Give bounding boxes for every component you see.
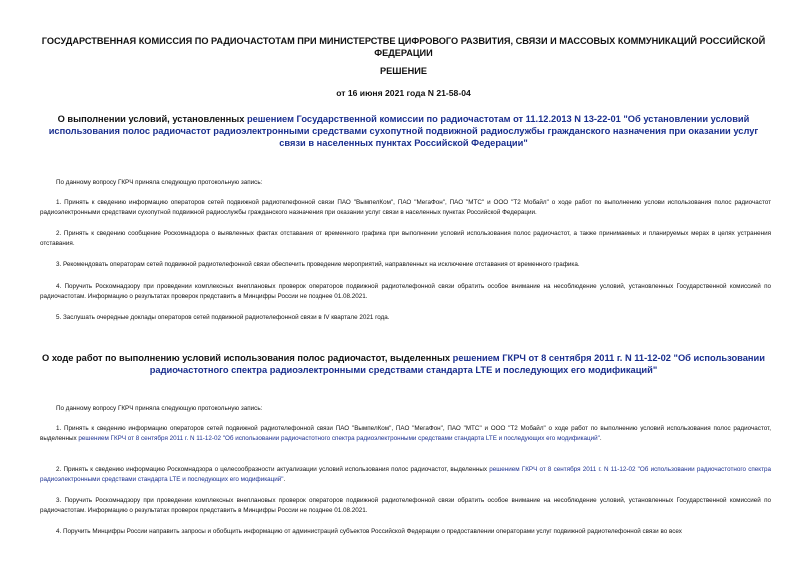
section1-intro — [40, 178, 771, 188]
section1-item-3: 3. Рекомендовать операторам сетей подвижной радиотелефонной связи обеспечить проведение мероприятий, направленных на исключение отставания от временного графика. — [56, 261, 580, 268]
section2-item-1-end: . — [599, 434, 602, 442]
section2-title — [40, 352, 767, 376]
section2-item-2-end: . — [283, 475, 286, 483]
section2-intro: По данному вопросу ГКРЧ приняла следующую протокольную запись: — [56, 405, 263, 412]
section2-item-4: 4. Поручить Минцифры России направить запросы и обобщить информацию от администраций субъектов Российской Федерации о предоставлении операторами услуг подвижной радиотелефонной связи во всех — [56, 528, 682, 535]
section2-item-1-link[interactable]: решением ГКРЧ от 8 сентября 2011 г. N 11-12-02 "Об использовании радиочастотного спектра радиоэлектронными средствами стандарта LTE и последующих его модификаций" — [78, 434, 600, 442]
section2-title-link[interactable]: решением ГКРЧ от 8 сентября 2011 г. N 11-12-02 "Об использовании радиочастотного спектра радиоэлектронными средствами стандарта LTE и последующих его модификаций" — [149, 353, 765, 375]
section2-item-2-text: 2. Принять к сведению информацию Роскомнадзора о целесообразности актуализации условий использования полос радиочастот, выделенных — [56, 466, 490, 473]
section1-title — [40, 113, 767, 149]
section1-title-text: О выполнении условий, установленных — [57, 114, 247, 124]
commission-title: ГОСУДАРСТВЕННАЯ КОМИССИЯ ПО РАДИОЧАСТОТАМ ПРИ МИНИСТЕРСТВЕ ЦИФРОВОГО РАЗВИТИЯ, СВЯЗИ И МАССОВЫХ КОММУНИКАЦИЙ РОССИЙСКОЙ ФЕДЕРАЦИИ — [41, 36, 766, 58]
section2-item-1-text: 1. Принять к сведению информацию операторов сетей подвижной радиотелефонной связи ПАО "ВымпелКом", ПАО "МегаФон", ПАО "МТС" и ООО "Т2 Мобайл" о ходе работ по выполнению условий использования полос радиочастот, выделенных — [40, 425, 771, 442]
section2-item-1 — [40, 424, 771, 443]
decision-date: от 16 июня 2021 года N 21-58-04 — [336, 88, 471, 98]
section1-item-1: 1. Принять к сведению информацию операторов сетей подвижной радиотелефонной связи ПАО "ВымпелКом", ПАО "МегаФон", ПАО "МТС" и ООО "Т2 Мобайл" о ходе работ по выполнению услови использования полос радиочастот радиоэлектронными средствами сухопутной подвижной радиослужбы гражданского назначения при оказании услуг связи в населенных пунктах Российской Федерации. — [40, 199, 771, 216]
section2-title-text: О ходе работ по выполнению условий использования полос радиочастот, выделенных — [42, 353, 453, 363]
section2-item-2 — [40, 465, 771, 484]
section2-item-3: 3. Поручить Роскомнадзору при проведении комплексных внеплановых проверок операторов подвижной радиотелефонной связи обратить особое внимание на несоблюдение условий, установленных Государственной комиссией по радиочастотам. Информацию о результатах проверок представить в Минцифры России не позднее 01.08.2021. — [40, 497, 771, 514]
section1-item-5: 5. Заслушать очередные доклады операторов сетей подвижной радиотелефонной связи в IV квартале 2021 года. — [56, 314, 390, 321]
section1-item-4: 4. Поручить Роскомнадзору при проведении комплексных внеплановых проверок операторов подвижной радиотелефонной связи обратить особое внимание на несоблюдение условий, установленных Государственной комиссией по радиочастотам. Информацию о результатах проверок представить в Минцифры России не позднее 01.08.2021. — [40, 283, 771, 300]
document-type: РЕШЕНИЕ — [380, 66, 427, 76]
section1-title-link[interactable]: решением Государственной комиссии по радиочастотам от 11.12.2013 N 13-22-01 "Об установлении условий использования полос радиочастот радиоэлектронными средствами сухопутной подвижной радиослужбы гражданского назначения при оказании услуг связи в населенных пунктах Российской Федерации" — [48, 114, 759, 148]
section2-item-2-link[interactable]: решением ГКРЧ от 8 сентября 2011 г. N 11-12-02 "Об использовании радиочастотного спектра радиоэлектронными средствами стандарта LTE и последующих его модификаций" — [40, 466, 771, 483]
intro-text: По данному вопросу ГКРЧ приняла следующую протокольную запись: — [56, 179, 263, 186]
section1-item-2: 2. Принять к сведению сообщение Роскомнадзора о выявленных фактах отставания от временного графика при выполнении условий использования полос радиочастот, а также принимаемых и планируемых мерах в целях устранения отставания. — [40, 230, 771, 247]
